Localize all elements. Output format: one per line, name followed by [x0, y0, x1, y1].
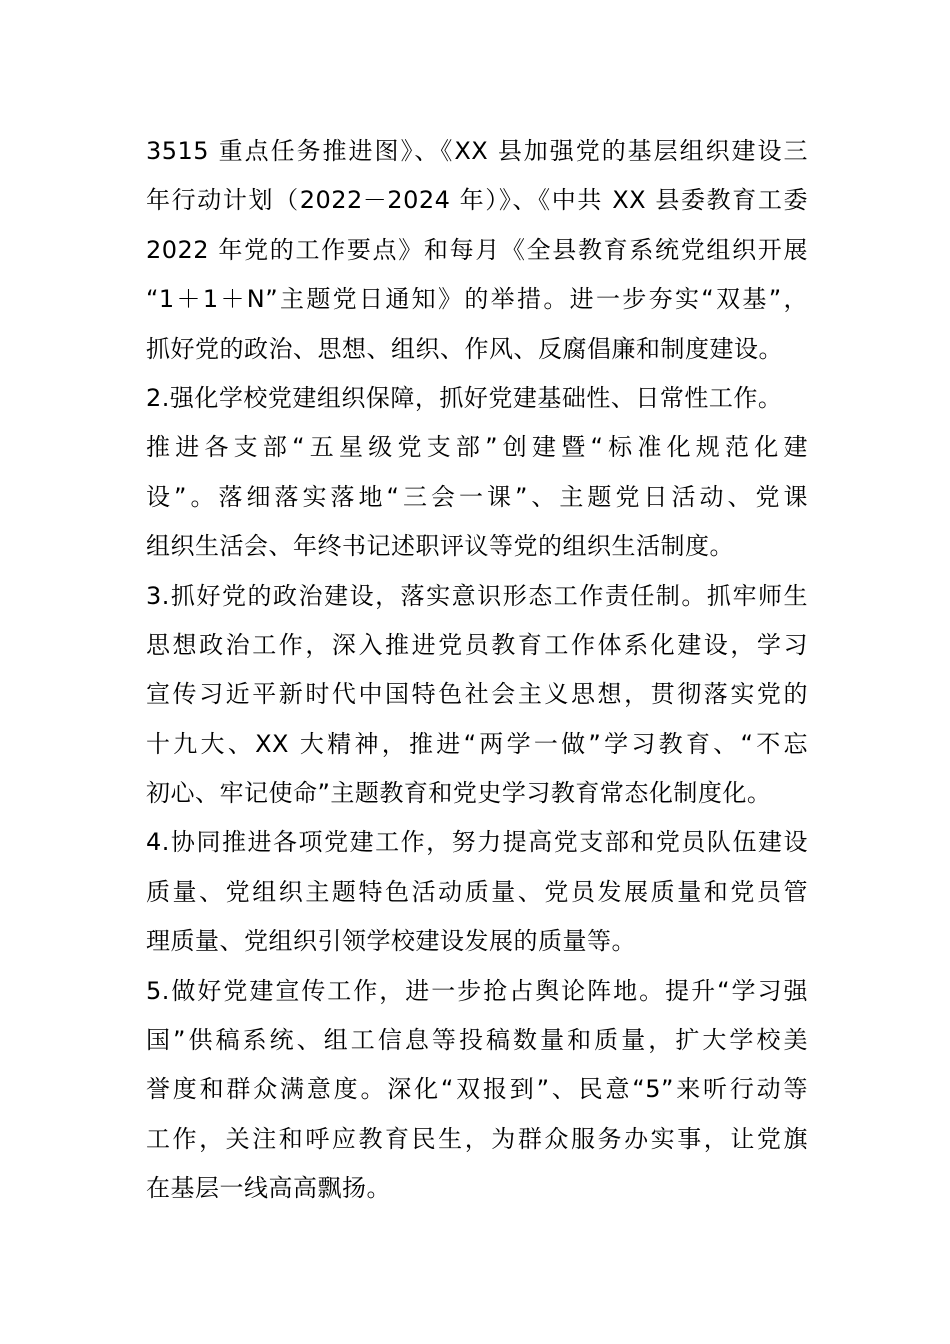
text-line: 3515 重点任务推进图》、《XX 县加强党的基层组织建设三: [146, 137, 808, 165]
text-line: 2022 年党的工作要点》和每月《全县教育系统党组织开展: [146, 235, 808, 264]
text-line: 宣传习近平新时代中国特色社会主义思想，贯彻落实党的: [146, 680, 808, 709]
text-line: 设”。落细落实落地“三会一课”、主题党日活动、党课: [146, 482, 808, 511]
text-line: 思想政治工作，深入推进党员教育工作体系化建设，学习: [146, 630, 808, 659]
text-line: 理质量、党组织引领学校建设发展的质量等。: [146, 927, 636, 956]
text-line: 抓好党的政治、思想、组织、作风、反腐倡廉和制度建设。: [146, 334, 783, 363]
text-line: “1＋1＋N”主题党日通知》的举措。进一步夯实“双基”，: [146, 285, 808, 314]
text-line: 组织生活会、年终书记述职评议等党的组织生活制度。: [146, 532, 734, 561]
text-line: 工作，关注和呼应教育民生，为群众服务办实事，让党旗: [146, 1124, 808, 1153]
text-line: 3.抓好党的政治建设，落实意识形态工作责任制。抓牢师生: [146, 581, 808, 610]
text-line: 质量、党组织主题特色活动质量、党员发展质量和党员管: [146, 877, 808, 906]
text-line: 2.强化学校党建组织保障，抓好党建基础性、日常性工作。: [146, 383, 783, 412]
text-line: 在基层一线高高飘扬。: [146, 1174, 391, 1203]
text-line: 十九大、XX 大精神，推进“两学一做”学习教育、“不忘: [146, 729, 808, 758]
text-line: 4.协同推进各项党建工作，努力提高党支部和党员队伍建设: [146, 828, 808, 857]
document-body: [146, 127, 808, 1214]
text-line: 初心、牢记使命”主题教育和党史学习教育常态化制度化。: [146, 779, 772, 808]
text-line: 5.做好党建宣传工作，进一步抢占舆论阵地。提升“学习强: [146, 976, 808, 1005]
text-line: 国”供稿系统、组工信息等投稿数量和质量，扩大学校美: [146, 1026, 808, 1055]
text-line: 年行动计划（2022－2024 年）》、《中共 XX 县委教育工委: [146, 186, 808, 215]
text-line: 誉度和群众满意度。深化“双报到”、民意“5”来听行动等: [146, 1075, 808, 1104]
text-line: 推进各支部“五星级党支部”创建暨“标准化规范化建: [146, 433, 808, 462]
